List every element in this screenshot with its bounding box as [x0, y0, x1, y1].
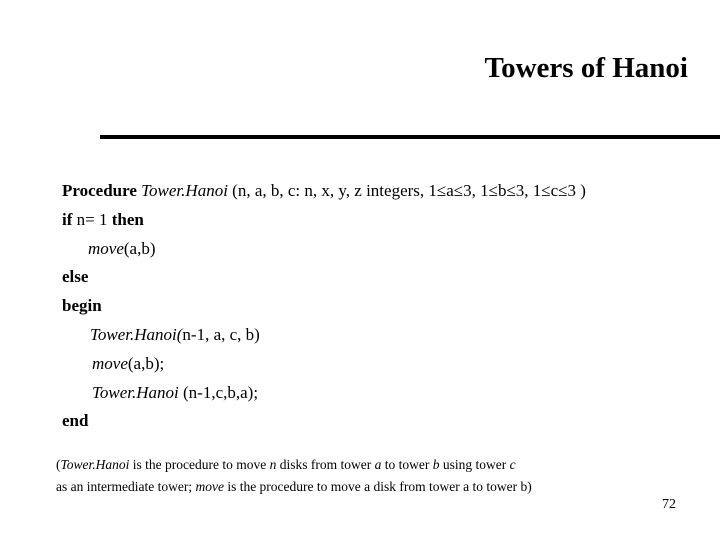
slide-title: Towers of Hanoi [484, 52, 688, 84]
note-text: to tower [381, 457, 433, 472]
note-text: is the procedure to move [129, 457, 270, 472]
note-var: b [432, 457, 440, 472]
else-line: else [62, 267, 89, 286]
note-var: a [374, 457, 382, 472]
procedure-keyword: Procedure [62, 181, 137, 200]
call-fn-2: Tower.Hanoi [92, 383, 179, 402]
recursive-call-2 [92, 383, 258, 403]
note-text: disks from tower [276, 457, 375, 472]
procedure-header [62, 181, 586, 201]
move-line-1 [88, 239, 156, 259]
note-text: is the procedure to move a disk from tower a to tower b) [223, 479, 532, 494]
note-text: ( [56, 457, 61, 472]
call-args-2: (n-1,c,b,a); [178, 383, 259, 402]
move-fn-2: move [92, 354, 128, 373]
note-fn-name: move [195, 479, 224, 494]
move-fn-1: move [88, 239, 124, 258]
move-args-2: (a,b); [127, 354, 165, 373]
note-text: using tower [439, 457, 510, 472]
note-var: n [269, 457, 277, 472]
recursive-call-1 [90, 325, 260, 345]
note-line-2 [56, 479, 532, 495]
if-line [62, 210, 144, 230]
note-line-1 [56, 457, 516, 473]
note-text: as an intermediate tower; [56, 479, 196, 494]
if-keyword: if [62, 210, 73, 229]
if-condition: n= 1 [72, 210, 112, 229]
move-args-1: (a,b) [123, 239, 156, 258]
call-fn-1: Tower.Hanoi( [90, 325, 183, 344]
page-number: 72 [662, 497, 676, 512]
end-line: end [62, 411, 89, 430]
procedure-params: (n, a, b, c: n, x, y, z integers, 1≤a≤3, 1≤b≤3, 1≤c≤3 ) [227, 181, 586, 200]
note-var: c [509, 457, 516, 472]
procedure-name: Tower.Hanoi [141, 181, 228, 200]
move-line-2 [92, 354, 164, 374]
title-underline [100, 135, 720, 139]
call-args-1: n-1, a, c, b) [182, 325, 260, 344]
note-fn-name: Tower.Hanoi [60, 457, 130, 472]
begin-line: begin [62, 296, 102, 315]
then-keyword: then [111, 210, 144, 229]
